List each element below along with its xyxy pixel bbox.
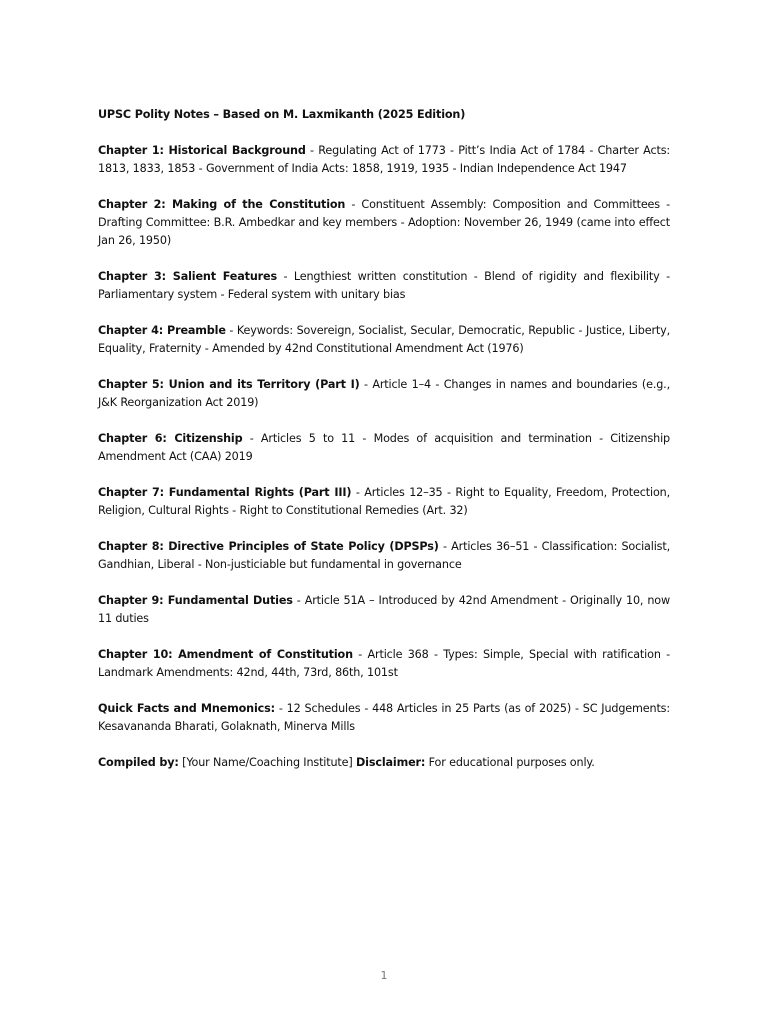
chapter-9-paragraph <box>98 592 670 628</box>
quick-facts-heading: Quick Facts and Mnemonics: <box>98 702 275 715</box>
chapter-9-heading: Chapter 9: Fundamental Duties <box>98 594 293 607</box>
disclaimer-label: Disclaimer: <box>356 756 426 769</box>
document-page <box>98 106 670 772</box>
chapter-4-text: - Keywords: Sovereign, Socialist, Secular, Democratic, Republic - Justice, Liberty, Equality, Fraternity - Amended by 42nd Constitutional Amendment Act (1976) <box>98 324 671 355</box>
chapter-10-heading: Chapter 10: Amendment of Constitution <box>98 648 353 661</box>
chapter-2-paragraph <box>98 196 670 250</box>
page-number: 1 <box>380 969 388 982</box>
chapter-1-text: - Regulating Act of 1773 - Pitt’s India Act of 1784 - Charter Acts: 1813, 1833, 1853 - Government of India Acts: 1858, 1919, 1935 - Indian Independence Act 1947 <box>98 144 670 175</box>
chapter-8-heading: Chapter 8: Directive Principles of State Policy (DPSPs) <box>98 540 439 553</box>
chapter-1-paragraph <box>98 142 670 178</box>
chapter-4-heading: Chapter 4: Preamble <box>98 324 226 337</box>
chapter-7-text: - Articles 12–35 - Right to Equality, Freedom, Protection, Religion, Cultural Rights - Right to Constitutional Remedies (Art. 32) <box>98 486 670 517</box>
chapter-5-paragraph <box>98 376 670 412</box>
chapter-6-heading: Chapter 6: Citizenship <box>98 432 243 445</box>
chapter-5-heading: Chapter 5: Union and its Territory (Part I) <box>98 378 360 391</box>
footer-paragraph <box>98 754 670 772</box>
chapter-8-text: - Articles 36–51 - Classification: Socialist, Gandhian, Liberal - Non-justiciable but fundamental in governance <box>98 540 671 571</box>
quick-facts-text: - 12 Schedules - 448 Articles in 25 Parts (as of 2025) - SC Judgements: Kesavananda Bharati, Golaknath, Minerva Mills <box>98 702 670 733</box>
chapter-4-paragraph <box>98 322 670 358</box>
chapter-5-text: - Article 1–4 - Changes in names and boundaries (e.g., J&K Reorganization Act 2019) <box>98 378 670 409</box>
chapter-7-heading: Chapter 7: Fundamental Rights (Part III) <box>98 486 352 499</box>
chapter-6-text: - Articles 5 to 11 - Modes of acquisition and termination - Citizenship Amendment Act (CAA) 2019 <box>98 432 670 463</box>
chapter-10-paragraph <box>98 646 670 682</box>
disclaimer-value: For educational purposes only. <box>425 756 595 769</box>
chapter-3-text: - Lengthiest written constitution - Blend of rigidity and flexibility - Parliamentary system - Federal system with unitary bias <box>98 270 670 301</box>
compiled-by-value: [Your Name/Coaching Institute] <box>178 756 357 769</box>
chapter-2-heading: Chapter 2: Making of the Constitution <box>98 198 346 211</box>
compiled-by-label: Compiled by: <box>98 756 179 769</box>
quick-facts-paragraph <box>98 700 670 736</box>
chapter-8-paragraph <box>98 538 670 574</box>
chapter-7-paragraph <box>98 484 670 520</box>
chapter-9-text: - Article 51A – Introduced by 42nd Amendment - Originally 10, now 11 duties <box>98 594 670 625</box>
chapter-6-paragraph <box>98 430 670 466</box>
chapter-10-text: - Article 368 - Types: Simple, Special with ratification - Landmark Amendments: 42nd, 44th, 73rd, 86th, 101st <box>98 648 671 679</box>
document-title: UPSC Polity Notes – Based on M. Laxmikanth (2025 Edition) <box>98 108 466 121</box>
chapter-3-heading: Chapter 3: Salient Features <box>98 270 277 283</box>
chapter-3-paragraph <box>98 268 670 304</box>
chapter-1-heading: Chapter 1: Historical Background <box>98 144 306 157</box>
chapter-2-text: - Constituent Assembly: Composition and Committees - Drafting Committee: B.R. Ambedkar and key members - Adoption: November 26, 1949 (came into effect Jan 26, 1950) <box>98 198 670 247</box>
